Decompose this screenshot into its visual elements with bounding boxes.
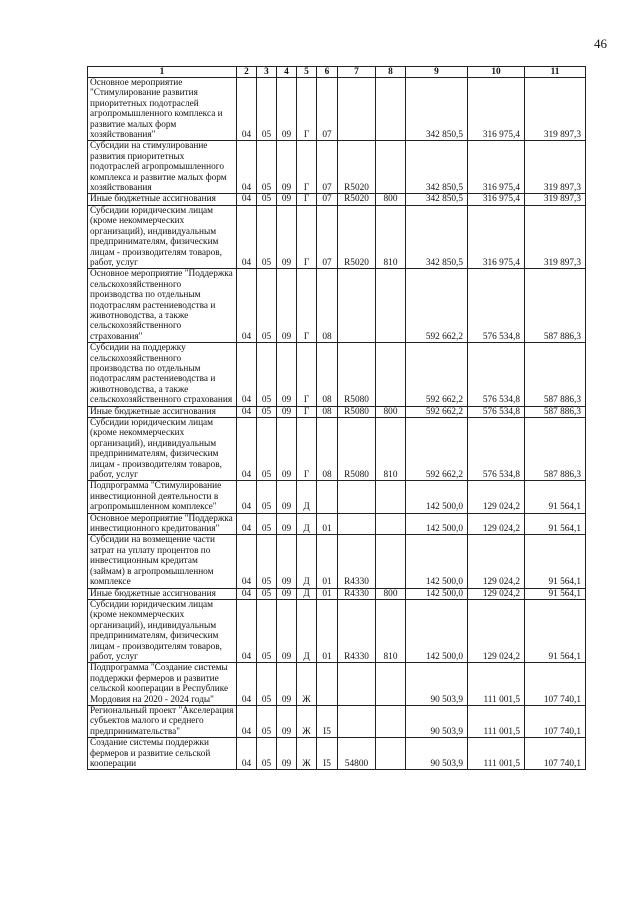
- code-cell: 04: [237, 343, 257, 406]
- amount-cell: 107 740,1: [525, 738, 586, 770]
- code-cell: 07: [317, 205, 338, 268]
- code-cell: 05: [257, 343, 277, 406]
- code-cell: 09: [277, 599, 297, 662]
- code-cell: 04: [237, 194, 257, 205]
- amount-cell: 111 001,5: [468, 663, 525, 706]
- code-cell: [376, 705, 406, 737]
- amount-cell: 576 534,8: [468, 406, 525, 417]
- row-name: Субсидии юридическим лицам (кроме некоммерческих организаций), индивидуальным предпринимателям, физическим лицам - производителям товаров, работ, услуг: [88, 599, 237, 662]
- code-cell: Д: [297, 599, 317, 662]
- amount-cell: 342 850,5: [406, 141, 468, 194]
- code-cell: R4330: [338, 588, 376, 599]
- table-row: [88, 481, 586, 513]
- code-cell: 07: [317, 194, 338, 205]
- code-cell: 04: [237, 418, 257, 481]
- amount-cell: 342 850,5: [406, 194, 468, 205]
- amount-cell: 107 740,1: [525, 663, 586, 706]
- code-cell: 07: [317, 141, 338, 194]
- amount-cell: 91 564,1: [525, 481, 586, 513]
- amount-cell: 316 975,4: [468, 78, 525, 141]
- row-name: Подпрограмма "Создание системы поддержки фермеров и развитие сельской кооперации в Республике Мордовия на 2020 - 2024 годы": [88, 663, 237, 706]
- code-cell: 09: [277, 535, 297, 588]
- amount-cell: 319 897,3: [525, 141, 586, 194]
- amount-cell: 587 886,3: [525, 406, 586, 417]
- table-row: [88, 418, 586, 481]
- amount-cell: 319 897,3: [525, 194, 586, 205]
- code-cell: [317, 481, 338, 513]
- table-row: [88, 269, 586, 343]
- code-cell: Г: [297, 78, 317, 141]
- amount-cell: 587 886,3: [525, 269, 586, 343]
- code-cell: 800: [376, 588, 406, 599]
- header-row: [88, 67, 586, 78]
- column-header: 11: [525, 67, 586, 78]
- amount-cell: 91 564,1: [525, 599, 586, 662]
- code-cell: Г: [297, 205, 317, 268]
- table-row: [88, 535, 586, 588]
- code-cell: R5020: [338, 141, 376, 194]
- code-cell: 08: [317, 343, 338, 406]
- table-row: [88, 738, 586, 770]
- code-cell: 04: [237, 406, 257, 417]
- code-cell: 810: [376, 418, 406, 481]
- code-cell: 04: [237, 481, 257, 513]
- amount-cell: 129 024,2: [468, 513, 525, 535]
- code-cell: Г: [297, 269, 317, 343]
- table-row: [88, 663, 586, 706]
- code-cell: Д: [297, 481, 317, 513]
- amount-cell: 129 024,2: [468, 481, 525, 513]
- code-cell: 01: [317, 513, 338, 535]
- code-cell: R5020: [338, 194, 376, 205]
- code-cell: 04: [237, 78, 257, 141]
- code-cell: 05: [257, 599, 277, 662]
- code-cell: 05: [257, 269, 277, 343]
- code-cell: 05: [257, 738, 277, 770]
- code-cell: 04: [237, 141, 257, 194]
- table-row: [88, 588, 586, 599]
- code-cell: [376, 343, 406, 406]
- code-cell: 05: [257, 663, 277, 706]
- column-header: 7: [338, 67, 376, 78]
- code-cell: [376, 481, 406, 513]
- code-cell: Г: [297, 194, 317, 205]
- column-header: 9: [406, 67, 468, 78]
- column-header: 10: [468, 67, 525, 78]
- amount-cell: 129 024,2: [468, 599, 525, 662]
- code-cell: 04: [237, 588, 257, 599]
- amount-cell: 316 975,4: [468, 141, 525, 194]
- code-cell: 800: [376, 194, 406, 205]
- code-cell: 01: [317, 535, 338, 588]
- code-cell: 05: [257, 205, 277, 268]
- code-cell: 09: [277, 588, 297, 599]
- code-cell: R5080: [338, 343, 376, 406]
- code-cell: 05: [257, 418, 277, 481]
- code-cell: 05: [257, 588, 277, 599]
- amount-cell: 91 564,1: [525, 588, 586, 599]
- code-cell: 09: [277, 663, 297, 706]
- code-cell: [338, 663, 376, 706]
- code-cell: R5020: [338, 205, 376, 268]
- code-cell: R4330: [338, 535, 376, 588]
- code-cell: 04: [237, 599, 257, 662]
- row-name: Иные бюджетные ассигнования: [88, 194, 237, 205]
- code-cell: 05: [257, 481, 277, 513]
- code-cell: 07: [317, 78, 338, 141]
- code-cell: R4330: [338, 599, 376, 662]
- row-name: Подпрограмма "Стимулирование инвестиционной деятельности в агропромышленном комплексе": [88, 481, 237, 513]
- code-cell: R5080: [338, 418, 376, 481]
- table-row: [88, 194, 586, 205]
- row-name: Основное мероприятие "Стимулирование развития приоритетных подотраслей агропромышленного комплекса и развитие малых форм хозяйствования": [88, 78, 237, 141]
- amount-cell: 111 001,5: [468, 738, 525, 770]
- code-cell: R5080: [338, 406, 376, 417]
- code-cell: [376, 535, 406, 588]
- table-row: [88, 141, 586, 194]
- amount-cell: 111 001,5: [468, 705, 525, 737]
- budget-table: [87, 66, 586, 770]
- code-cell: 04: [237, 513, 257, 535]
- row-name: Субсидии на поддержку сельскохозяйственного производства по отдельным подотраслям растениеводства и животноводства, а также сельскохозяйственного страхования: [88, 343, 237, 406]
- amount-cell: 319 897,3: [525, 205, 586, 268]
- row-name: Иные бюджетные ассигнования: [88, 588, 237, 599]
- code-cell: [376, 141, 406, 194]
- table-row: [88, 705, 586, 737]
- amount-cell: 142 500,0: [406, 599, 468, 662]
- code-cell: 09: [277, 194, 297, 205]
- amount-cell: 316 975,4: [468, 205, 525, 268]
- amount-cell: 316 975,4: [468, 194, 525, 205]
- code-cell: 01: [317, 588, 338, 599]
- column-header: 8: [376, 67, 406, 78]
- code-cell: 05: [257, 513, 277, 535]
- amount-cell: 587 886,3: [525, 343, 586, 406]
- amount-cell: 592 662,2: [406, 406, 468, 417]
- column-header: 6: [317, 67, 338, 78]
- table-row: [88, 406, 586, 417]
- amount-cell: 91 564,1: [525, 535, 586, 588]
- code-cell: Д: [297, 588, 317, 599]
- code-cell: Г: [297, 141, 317, 194]
- row-name: Субсидии на стимулирование развития приоритетных подотраслей агропромышленного комплекса и развитие малых форм хозяйствования: [88, 141, 237, 194]
- code-cell: 810: [376, 205, 406, 268]
- amount-cell: 142 500,0: [406, 588, 468, 599]
- table-row: [88, 513, 586, 535]
- code-cell: 08: [317, 406, 338, 417]
- code-cell: 05: [257, 705, 277, 737]
- amount-cell: 319 897,3: [525, 78, 586, 141]
- code-cell: Г: [297, 343, 317, 406]
- amount-cell: 592 662,2: [406, 343, 468, 406]
- amount-cell: 90 503,9: [406, 663, 468, 706]
- code-cell: 09: [277, 513, 297, 535]
- code-cell: I5: [317, 738, 338, 770]
- code-cell: 09: [277, 406, 297, 417]
- column-header: 3: [257, 67, 277, 78]
- amount-cell: 592 662,2: [406, 418, 468, 481]
- code-cell: 09: [277, 738, 297, 770]
- amount-cell: 576 534,8: [468, 418, 525, 481]
- code-cell: 05: [257, 141, 277, 194]
- code-cell: 04: [237, 663, 257, 706]
- code-cell: 09: [277, 141, 297, 194]
- code-cell: [338, 705, 376, 737]
- amount-cell: 587 886,3: [525, 418, 586, 481]
- code-cell: Г: [297, 418, 317, 481]
- amount-cell: 576 534,8: [468, 269, 525, 343]
- code-cell: 04: [237, 738, 257, 770]
- code-cell: 04: [237, 205, 257, 268]
- code-cell: 08: [317, 418, 338, 481]
- code-cell: [376, 269, 406, 343]
- column-header: 2: [237, 67, 257, 78]
- code-cell: 05: [257, 406, 277, 417]
- amount-cell: 342 850,5: [406, 205, 468, 268]
- row-name: Создание системы поддержки фермеров и развитие сельской кооперации: [88, 738, 237, 770]
- code-cell: 810: [376, 599, 406, 662]
- code-cell: [376, 513, 406, 535]
- code-cell: 800: [376, 406, 406, 417]
- amount-cell: 142 500,0: [406, 513, 468, 535]
- amount-cell: 90 503,9: [406, 738, 468, 770]
- amount-cell: 142 500,0: [406, 481, 468, 513]
- code-cell: Д: [297, 513, 317, 535]
- amount-cell: 129 024,2: [468, 535, 525, 588]
- amount-cell: 107 740,1: [525, 705, 586, 737]
- amount-cell: 91 564,1: [525, 513, 586, 535]
- code-cell: Ж: [297, 705, 317, 737]
- code-cell: 01: [317, 599, 338, 662]
- amount-cell: 592 662,2: [406, 269, 468, 343]
- code-cell: [338, 513, 376, 535]
- code-cell: 09: [277, 481, 297, 513]
- code-cell: 09: [277, 705, 297, 737]
- row-name: Субсидии юридическим лицам (кроме некоммерческих организаций), индивидуальным предпринимателям, физическим лицам - производителям товаров, работ, услуг: [88, 418, 237, 481]
- code-cell: Д: [297, 535, 317, 588]
- amount-cell: 129 024,2: [468, 588, 525, 599]
- code-cell: 09: [277, 269, 297, 343]
- amount-cell: 342 850,5: [406, 78, 468, 141]
- amount-cell: 142 500,0: [406, 535, 468, 588]
- table-row: [88, 78, 586, 141]
- row-name: Иные бюджетные ассигнования: [88, 406, 237, 417]
- code-cell: I5: [317, 705, 338, 737]
- code-cell: Г: [297, 406, 317, 417]
- code-cell: 04: [237, 535, 257, 588]
- code-cell: 04: [237, 269, 257, 343]
- code-cell: 09: [277, 418, 297, 481]
- code-cell: [317, 663, 338, 706]
- table-row: [88, 205, 586, 268]
- column-header: 5: [297, 67, 317, 78]
- code-cell: 09: [277, 343, 297, 406]
- column-header: 1: [88, 67, 237, 78]
- column-header: 4: [277, 67, 297, 78]
- code-cell: 04: [237, 705, 257, 737]
- code-cell: 54800: [338, 738, 376, 770]
- table-row: [88, 599, 586, 662]
- code-cell: 08: [317, 269, 338, 343]
- code-cell: Ж: [297, 738, 317, 770]
- code-cell: 05: [257, 535, 277, 588]
- amount-cell: 576 534,8: [468, 343, 525, 406]
- code-cell: Ж: [297, 663, 317, 706]
- code-cell: [376, 663, 406, 706]
- code-cell: 09: [277, 78, 297, 141]
- row-name: Субсидии юридическим лицам (кроме некоммерческих организаций), индивидуальным предпринимателям, физическим лицам - производителям товаров, работ, услуг: [88, 205, 237, 268]
- code-cell: [338, 481, 376, 513]
- code-cell: 05: [257, 78, 277, 141]
- row-name: Основное мероприятие "Поддержка сельскохозяйственного производства по отдельным подотраслям растениеводства и животноводства, а также сельскохозяйственного страхования": [88, 269, 237, 343]
- row-name: Субсидии на возмещение части затрат на уплату процентов по инвестиционным кредитам (займам) в агропромышленном комплексе: [88, 535, 237, 588]
- page-number: 46: [594, 36, 607, 51]
- code-cell: [376, 78, 406, 141]
- amount-cell: 90 503,9: [406, 705, 468, 737]
- code-cell: [376, 738, 406, 770]
- row-name: Основное мероприятие "Поддержка инвестиционного кредитования": [88, 513, 237, 535]
- table-row: [88, 343, 586, 406]
- code-cell: 09: [277, 205, 297, 268]
- code-cell: [338, 269, 376, 343]
- code-cell: [338, 78, 376, 141]
- row-name: Региональный проект "Акселерация субъектов малого и среднего предпринимательства": [88, 705, 237, 737]
- code-cell: 05: [257, 194, 277, 205]
